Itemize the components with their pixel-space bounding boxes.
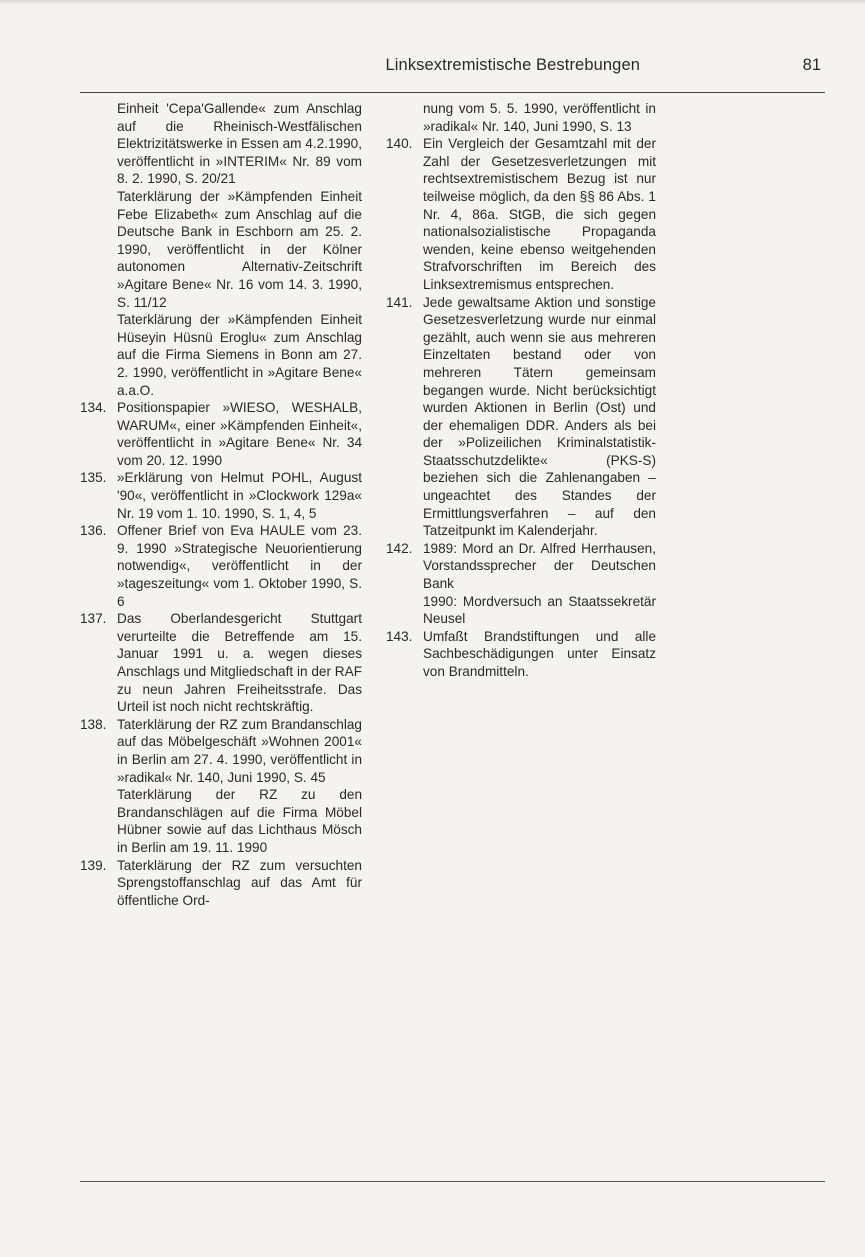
footnote-number: 134. [80, 400, 107, 416]
right-column [386, 100, 656, 681]
footnote-text: Positionspapier »WIESO, WESHALB, WARUM«, einer »Kämpfenden Einheit«, veröffentlicht in »Agitare Bene« Nr. 34 vom 20. 12. 1990 [117, 400, 362, 468]
footnote-number: 140. [386, 136, 413, 152]
footnote-text: Taterklärung der RZ zum versuchten Sprengstoffanschlag auf das Amt für öffentliche Ord- [117, 857, 362, 908]
footnote-number: 139. [80, 857, 107, 873]
footnote-text: Taterklärung der »Kämpfenden Einheit Febe Elizabeth« zum Anschlag auf die Deutsche Bank in Eschborn am 25. 2. 1990, veröffentlicht in der Kölner autonomen Alternativ-Zeitschrift »Agitare Bene« Nr. 16 vom 14. 3. 1990, S. 11/12 [117, 188, 362, 310]
footnote-entry [80, 716, 362, 857]
left-column [80, 100, 362, 909]
page-header [80, 56, 825, 84]
footnote-number: 141. [386, 294, 413, 310]
footnote-entry [80, 522, 362, 610]
footnote-text: nung vom 5. 5. 1990, veröffentlicht in »radikal« Nr. 140, Juni 1990, S. 13 [423, 101, 656, 134]
footnote-number: 143. [386, 628, 413, 644]
footnote-entry [80, 399, 362, 469]
footnote-number: 142. [386, 540, 413, 556]
footnote-text: Ein Vergleich der Gesamtzahl mit der Zahl der Gesetzesverletzungen mit rechtsextremistischem Bezug ist nur teilweise möglich, da den §§ 86 Abs. 1 Nr. 4, 86a. StGB, die sich gegen nationalsozialistische Propaganda wenden, keine ebenso weitgehenden Strafvorschriften im Bereich des Linksextremismus entsprechen. [423, 136, 656, 292]
footnote-text: Umfaßt Brandstiftungen und alle Sachbeschädigungen unter Einsatz von Brandmitteln. [423, 628, 656, 679]
page-number: 81 [802, 56, 821, 74]
footnote-text: Jede gewaltsame Aktion und sonstige Gesetzesverletzung wurde nur einmal gezählt, auch wenn sie aus mehreren Einzeltaten bestand oder von mehreren Tätern gemeinsam begangen wurde. Nicht berücksichtigt wurden Aktionen in Berlin (Ost) und der ehemaligen DDR. Anders als bei der »Polizeilichen Kriminalstatistik-Staatsschutzdelikte« (PKS-S) beziehen sich die Zahlenangaben – ungeachtet des Standes der Ermittlungsverfahren – auf den Tatzeitpunkt im Kalenderjahr. [423, 294, 656, 539]
footnote-text: Das Oberlandesgericht Stuttgart verurteilte die Betreffende am 15. Januar 1991 u. a. wegen dieses Anschlags und Mitgliedschaft in der RAF zu neun Jahren Freiheitsstrafe. Das Urteil ist noch nicht rechtskräftig. [117, 611, 362, 715]
footnote-number: 138. [80, 716, 107, 732]
footnote-text: Taterklärung der RZ zum Brandanschlag auf das Möbelgeschäft »Wohnen 2001« in Berlin am 27. 4. 1990, veröffentlicht in »radikal« Nr. 140, Juni 1990, S. 45 [117, 716, 362, 785]
footnote-continuation [386, 100, 656, 135]
footnote-entry [80, 857, 362, 910]
running-title: Linksextremistische Bestrebungen [385, 56, 640, 74]
footnote-text: Taterklärung der »Kämpfenden Einheit Hüseyin Hüsnü Eroglu« zum Anschlag auf die Firma Siemens in Bonn am 27. 2. 1990, veröffentlicht in »Agitare Bene« a.a.O. [117, 312, 362, 398]
footnote-entry [386, 294, 656, 540]
footnote-entry [80, 610, 362, 716]
footnote-continuation [80, 100, 362, 399]
footnote-text: Offener Brief von Eva HAULE vom 23. 9. 1990 »Strategische Neuorientierung notwendig«, veröffentlicht in der »tageszeitung« vom 1. Oktober 1990, S. 6 [117, 523, 362, 609]
header-rule [80, 92, 825, 93]
footnote-text: 1990: Mordversuch an Staatssekretär Neusel [423, 593, 656, 627]
footnote-number: 137. [80, 611, 107, 627]
footnote-entry [386, 135, 656, 293]
footnote-text: 1989: Mord an Dr. Alfred Herrhausen, Vorstandssprecher der Deutschen Bank [423, 540, 656, 592]
footnote-entry [386, 540, 656, 628]
footnote-entry [386, 628, 656, 681]
footnote-number: 135. [80, 470, 107, 486]
footnote-entry [80, 469, 362, 522]
top-edge-shadow [0, 0, 865, 5]
footnote-text: Taterklärung der RZ zu den Brandanschlägen auf die Firma Möbel Hübner sowie auf das Lichthaus Mösch in Berlin am 19. 11. 1990 [117, 787, 362, 855]
footnote-text: »Erklärung von Helmut POHL, August '90«, veröffentlicht in »Clockwork 129a« Nr. 19 vom 1. 10. 1990, S. 1, 4, 5 [117, 470, 362, 521]
footnote-text: Einheit 'Cepa'Gallende« zum Anschlag auf die Rheinisch-Westfälischen Elektrizitätswerke in Essen am 4.2.1990, veröffentlicht in »INTERIM« Nr. 89 vom 8. 2. 1990, S. 20/21 [117, 101, 362, 187]
footnote-number: 136. [80, 523, 107, 539]
footer-rule [80, 1181, 825, 1182]
